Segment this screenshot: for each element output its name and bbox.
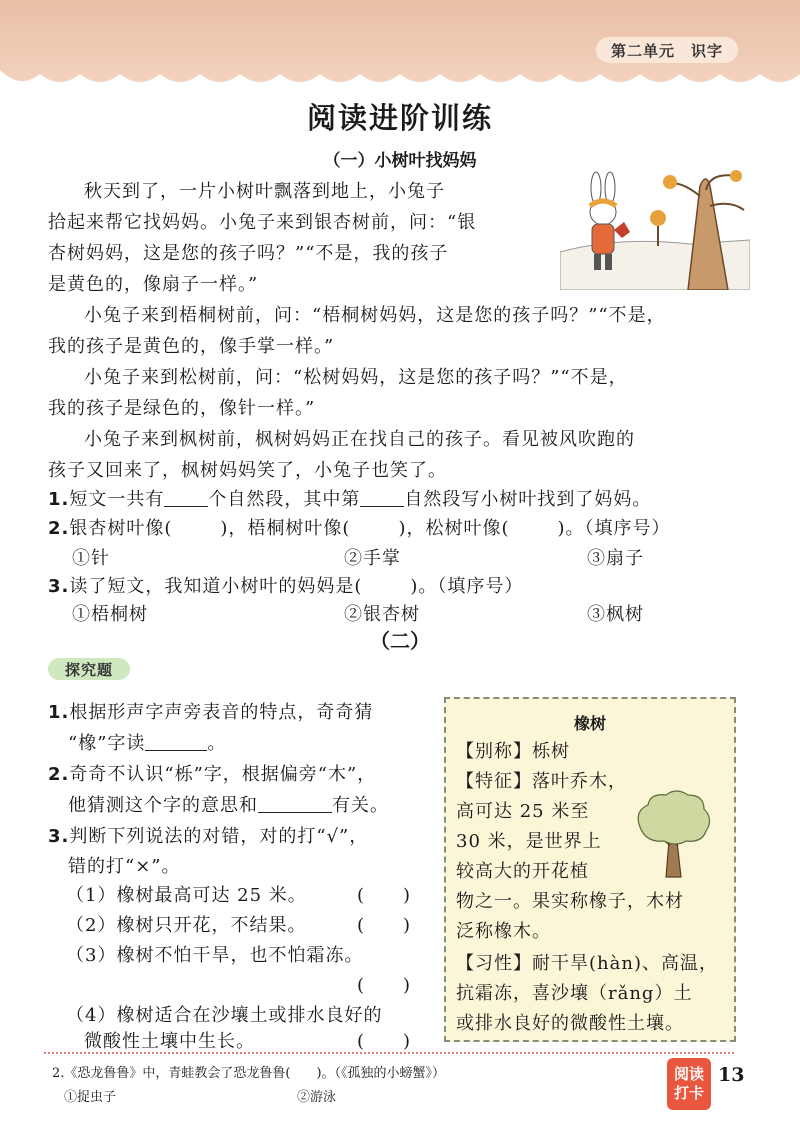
info-line: 抗霜冻，喜沙壤（rǎng）土 [456, 983, 693, 1004]
section-heading: （二） [370, 629, 430, 653]
reading-checkin-badge[interactable]: 阅读 打卡 [667, 1058, 711, 1110]
passage-title: （一）小树叶找妈妈 [323, 151, 477, 171]
answer-blank[interactable] [360, 486, 404, 507]
answer-blank[interactable] [258, 792, 332, 813]
judgement-paren[interactable]: ( ) [357, 885, 412, 906]
passage-line: 我的孩子是绿色的，像针一样。” [48, 398, 316, 419]
passage-line: 小兔子来到松树前，问：“松树妈妈，这是您的孩子吗？”“不是， [84, 367, 628, 388]
passage-line: 秋天到了，一片小树叶飘落到地上，小兔子 [84, 181, 445, 202]
judgement-item: （1）橡树最高可达 25 米。 [66, 885, 307, 906]
footer-option: ①捉虫子 [64, 1090, 117, 1105]
p2-question-3: 3.判断下列说法的对错，对的打“√”， [48, 826, 369, 847]
passage-line: 我的孩子是黄色的，像手掌一样。” [48, 336, 335, 357]
judgement-paren[interactable]: ( ) [357, 1031, 412, 1052]
rabbit-tree-illustration [560, 166, 750, 290]
option: ②银杏树 [344, 604, 420, 625]
passage-line: 小兔子来到枫树前，枫树妈妈正在找自己的孩子。看见被风吹跑的 [84, 429, 635, 450]
passage-line: 拾起来帮它找妈妈。小兔子来到银杏树前，问：“银 [48, 212, 477, 233]
info-line: 【特征】落叶乔木， [456, 771, 627, 792]
exploration-badge: 探究题 [48, 658, 130, 680]
page-title: 阅读进阶训练 [306, 101, 493, 135]
option: ①针 [72, 548, 110, 569]
option: ③枫树 [587, 604, 644, 625]
judgement-item: （2）橡树只开花，不结果。 [66, 915, 307, 936]
passage-line: 小兔子来到梧桐树前，问：“梧桐树妈妈，这是您的孩子吗？”“不是， [84, 305, 666, 326]
page-number: 13 [718, 1064, 745, 1086]
oak-info-box [444, 697, 736, 1042]
question-3: 3.读了短文，我知道小树叶的妈妈是( )。（填序号） [48, 576, 524, 597]
judgement-item: （3）橡树不怕干旱，也不怕霜冻。 [66, 945, 364, 966]
answer-blank[interactable] [145, 730, 207, 751]
info-line: 较高大的开花植 [456, 861, 589, 882]
info-line: 或排水良好的微酸性土壤。 [456, 1013, 684, 1034]
passage-line: 孩子又回来了，枫树妈妈笑了，小兔子也笑了。 [48, 460, 447, 481]
option: ①梧桐树 [72, 604, 148, 625]
footer-divider [44, 1052, 734, 1054]
passage-line: 是黄色的，像扇子一样。” [48, 274, 259, 295]
p2-question-3-line2: 错的打“×”。 [68, 856, 181, 877]
question-1: 1.短文一共有 个自然段，其中第 自然段写小树叶找到了妈妈。 [48, 485, 651, 511]
passage-line: 杏树妈妈，这是您的孩子吗？”“不是，我的孩子 [48, 243, 449, 264]
p2-question-2: 2.奇奇不认识“栎”字，根据偏旁“木”， [48, 764, 377, 785]
option: ③扇子 [587, 548, 644, 569]
info-line: 【习性】耐干旱(hàn)、高温， [456, 953, 718, 974]
option: ②手掌 [344, 548, 401, 569]
info-line: 物之一。果实称橡子，木材 [456, 891, 684, 912]
judgement-item: （4）橡树适合在沙壤土或排水良好的 [66, 1005, 383, 1026]
judgement-paren[interactable]: ( ) [357, 915, 412, 936]
judgement-item: 微酸性土壤中生长。 [84, 1031, 255, 1052]
p2-question-1: 1.根据形声字声旁表音的特点，奇奇猜 [48, 702, 374, 723]
oak-tree-illustration [632, 789, 714, 879]
p2-question-1-line2: “橡”字读 。 [68, 729, 226, 755]
question-2: 2.银杏树叶像( )，梧桐树叶像( )，松树叶像( )。（填序号） [48, 518, 671, 539]
unit-label: 第二单元 识字 [596, 37, 738, 63]
footer-question: 2.《恐龙鲁鲁》中，青蛙教会了恐龙鲁鲁( )。（《孤独的小螃蟹》） [52, 1066, 446, 1081]
info-line: 【别称】栎树 [456, 741, 570, 762]
info-box-title: 橡树 [573, 714, 606, 733]
info-line: 高可达 25 米至 [456, 801, 590, 822]
answer-blank[interactable] [164, 486, 208, 507]
p2-question-2-line2: 他猜测这个字的意思和 有关。 [68, 791, 389, 817]
info-line: 30 米，是世界上 [456, 831, 602, 852]
footer-option: ②游泳 [297, 1090, 337, 1105]
info-line: 泛称橡木。 [456, 921, 551, 942]
header-wave-decoration [0, 60, 800, 100]
judgement-paren[interactable]: ( ) [357, 975, 412, 996]
